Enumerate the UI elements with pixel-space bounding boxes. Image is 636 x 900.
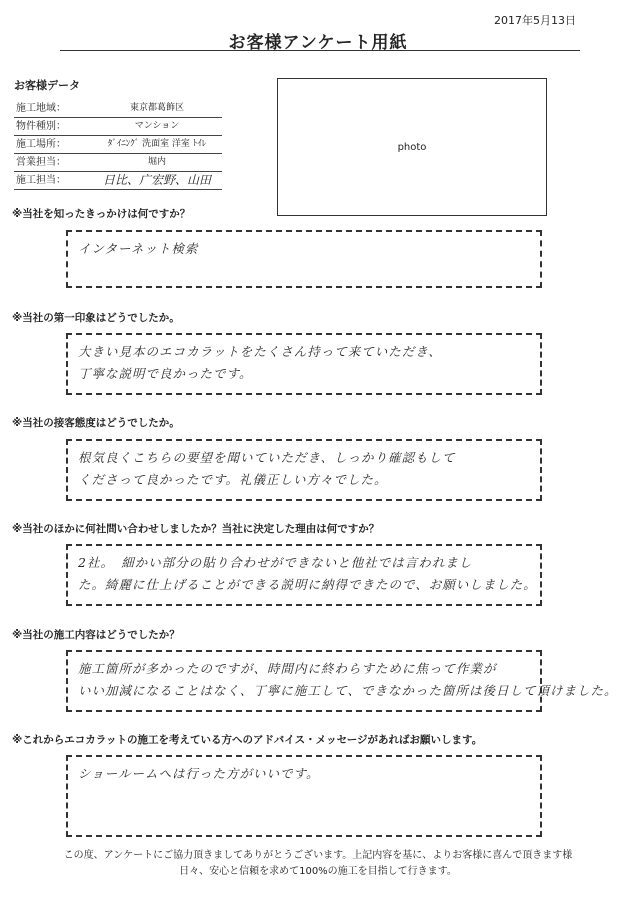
answer-line: 根気良くこちらの要望を聞いていただき、しっかり確認もして xyxy=(78,450,456,465)
row-label: 営業担当： xyxy=(16,157,66,168)
question-5: ※当社の施工内容はどうでしたか？ xyxy=(12,629,180,641)
question-2: ※当社の第一印象はどうでしたか。 xyxy=(12,312,180,324)
answer-line: ショールームへは行った方がいいです。 xyxy=(78,766,320,781)
row-value: ﾀﾞｲﾆﾝｸﾞ 洗面室 洋室 ﾄｲﾚ xyxy=(107,139,207,149)
row-value: マンション xyxy=(134,121,180,131)
answer-line: 2社。 細かい部分の貼り合わせができないと他社では言われまし xyxy=(78,555,473,570)
customer-row-area xyxy=(14,100,222,118)
row-label: 施工場所： xyxy=(16,139,66,150)
customer-data-heading: お客様データ xyxy=(14,79,80,92)
footer-line-1: この度、アンケートにご協力頂きましてありがとうございます。上記内容を基に、よりお客様に喜んで頂きます様 xyxy=(63,850,573,861)
answer-box-5 xyxy=(66,650,618,712)
footer-line-2: 日々、安心と信頼を求めて100%の施工を目指して行きます。 xyxy=(179,866,457,877)
survey-date: 2017年5月13日 xyxy=(494,14,576,27)
answer-line: た。綺麗に仕上げることができる説明に納得できたので、お願いしました。 xyxy=(78,577,537,592)
row-label: 物件種別： xyxy=(16,121,66,132)
question-4: ※当社のほかに何社問い合わせしましたか？当社に決定した理由は何ですか？ xyxy=(12,523,380,535)
question-6: ※これからエコカラットの施工を考えている方へのアドバイス・メッセージがあればお願いします。 xyxy=(12,734,483,746)
row-value: 堀内 xyxy=(147,157,166,167)
customer-row-property-type xyxy=(14,118,222,136)
page-title: お客様アンケート用紙 xyxy=(228,33,408,53)
customer-row-installers xyxy=(14,172,222,190)
answer-line: いい加減になることはなく、丁寧に施工して、できなかった箇所は後日して頂けました。 xyxy=(78,683,618,698)
answer-line: インターネット検索 xyxy=(78,241,199,256)
answer-box-1 xyxy=(66,230,542,288)
answer-line: 丁寧な説明で良かったです。 xyxy=(78,366,253,381)
photo-label: photo xyxy=(397,141,427,153)
customer-row-location xyxy=(14,136,222,154)
answer-box-6 xyxy=(66,755,542,837)
footer-message xyxy=(0,848,636,880)
photo-box xyxy=(277,78,547,216)
question-1: ※当社を知ったきっかけは何ですか？ xyxy=(12,208,191,220)
answer-box-4 xyxy=(66,544,542,606)
customer-data-table xyxy=(14,100,222,190)
answer-line: 大きい見本のエコカラットをたくさん持って来ていただき、 xyxy=(78,344,442,359)
row-value: 東京都葛飾区 xyxy=(129,103,184,113)
title-underline xyxy=(60,50,580,51)
row-label: 施工地域： xyxy=(16,103,66,114)
answer-line: 施工箇所が多かったのですが、時間内に終わらすために焦って作業が xyxy=(78,661,497,676)
row-label: 施工担当： xyxy=(16,175,66,186)
answer-box-3 xyxy=(66,439,542,501)
row-value-handwritten: 日比、广宏野、山田 xyxy=(102,173,211,187)
answer-line: くださって良かったです。礼儀正しい方々でした。 xyxy=(78,472,388,487)
answer-box-2 xyxy=(66,333,542,395)
customer-row-sales-rep xyxy=(14,154,222,172)
question-3: ※当社の接客態度はどうでしたか。 xyxy=(12,417,180,429)
